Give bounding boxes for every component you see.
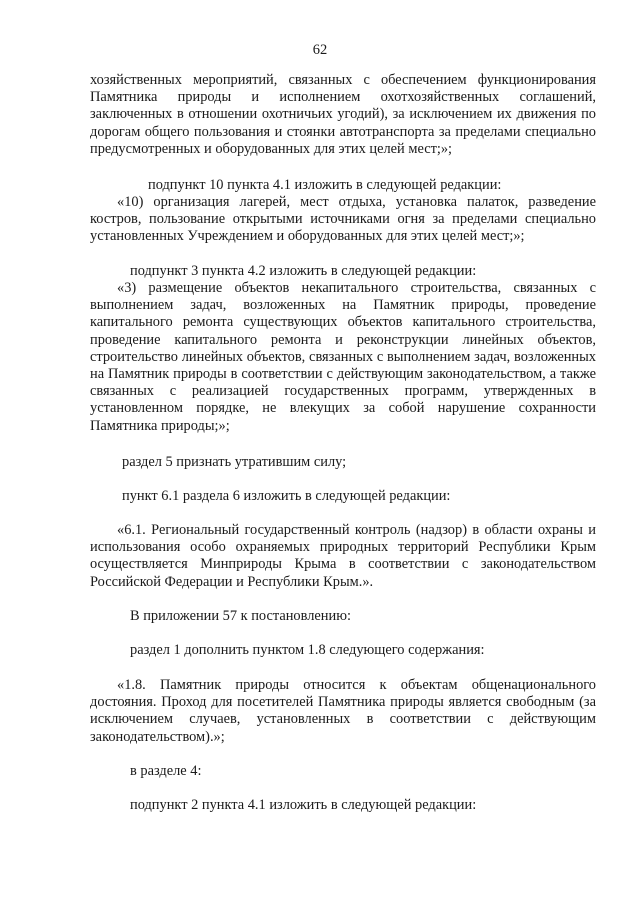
paragraph-instruction <box>90 763 596 780</box>
paragraph-text: подпункт 3 пункта 4.2 изложить в следующей редакции: <box>130 263 477 279</box>
paragraph-instruction <box>90 454 596 471</box>
paragraph-text: «1.8. Памятник природы относится к объектам общенационального достояния. Проход для посетителей Памятника природы является свободным (за исключением случаев, установленных в соответствии с действующим законодательством).»; <box>90 677 596 745</box>
paragraph-instruction <box>90 608 596 625</box>
paragraph-quote-3 <box>90 280 596 435</box>
paragraph-text: «6.1. Региональный государственный контроль (надзор) в области охраны и использования особо охраняемых природных территорий Республики Крым осуществляется Минприроды Крыма в соответствии с законодательством Российской Федерации и Республики Крым.». <box>90 522 596 590</box>
paragraph-text: хозяйственных мероприятий, связанных с обеспечением функционирования Памятника природы и исполнением охотхозяйственных соглашений, заключенных в отношении охотничьих угодий), за исключением их движения по дорогам общего пользования и стоянки автотранспорта за пределами специально предусмотренных и оборудованных для этих целей мест;»; <box>90 72 596 157</box>
paragraph-text: подпункт 2 пункта 4.1 изложить в следующей редакции: <box>130 797 477 813</box>
paragraph-text: «10) организация лагерей, мест отдыха, установка палаток, разведение костров, пользование открытыми источниками огня за пределами специально установленных Учреждением и оборудованных для этих целей мест;»; <box>90 194 596 245</box>
paragraph-instruction <box>90 488 596 505</box>
paragraph-text: раздел 5 признать утратившим силу; <box>122 454 347 470</box>
paragraph-instruction <box>90 263 596 280</box>
paragraph-text: в разделе 4: <box>130 763 202 779</box>
paragraph-text: подпункт 10 пункта 4.1 изложить в следующей редакции: <box>148 177 502 193</box>
paragraph-quote-6-1 <box>90 522 596 591</box>
paragraph-text: В приложении 57 к постановлению: <box>130 608 351 624</box>
paragraph-text: «3) размещение объектов некапитального строительства, связанных с выполнением задач, возложенных на Памятник природы, проведение капитального ремонта существующих объектов капитального строительства, проведение капитального ремонта и реконструкции линейных объектов, строительство линейных объектов, связанных с выполнением задач, возложенных на Памятник природы в соответствии с действующим законодательством, а также связанных с реализацией государственных программ, утвержденных в установленном порядке, не влекущих за собой нарушение сохранности Памятника природы;»; <box>90 280 596 434</box>
paragraph-text: раздел 1 дополнить пунктом 1.8 следующего содержания: <box>130 642 485 658</box>
paragraph-instruction <box>90 177 596 194</box>
paragraph-text: пункт 6.1 раздела 6 изложить в следующей редакции: <box>122 488 451 504</box>
paragraph-instruction <box>90 642 596 659</box>
paragraph-instruction <box>90 797 596 814</box>
paragraph-continuation <box>90 72 596 158</box>
page-number: 62 <box>312 42 328 58</box>
paragraph-quote-1-8 <box>90 677 596 746</box>
paragraph-quote-10 <box>90 194 596 246</box>
